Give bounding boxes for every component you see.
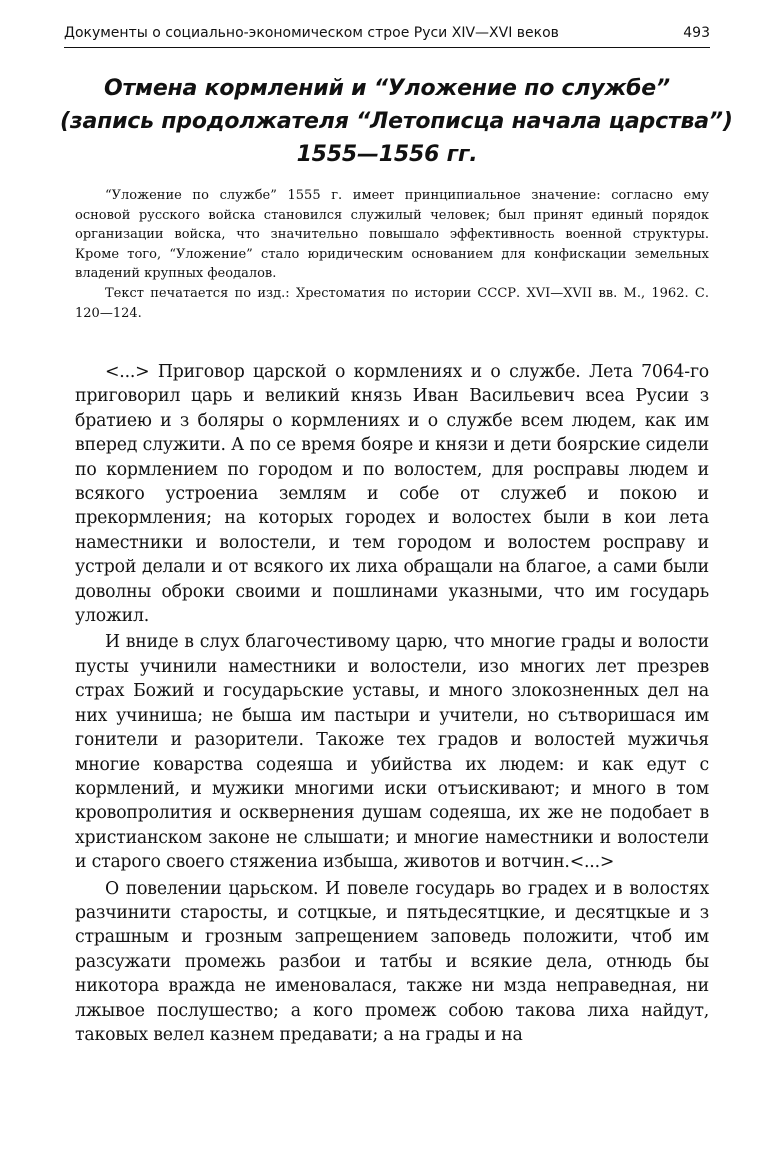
body-paragraph-1: <...> Приговор царской о кормлениях и о службе. Лета 7064-го приговорил царь и великий князь Иван Васильевич всеа Русии з братиею и з боляры о кормлениях и о службе всем людем, как им вперед служити. А по се время бояре и князи и дети боярские сидели по кормлением по городом и по волостем, для росправы людем и всякого устроениа землям и собе от служеб и покою и прекормления; на которых городех и волостех были в кои лета наместники и волостели, и тем городом и волостем росправу и устрой делали и от всякого их лиха обращали на благое, а сами были доволны оброки своими и пошлинами указными, что им государь уложил. xyxy=(75,362,709,627)
title-line-1: Отмена кормлений и “Уложение по службе” xyxy=(103,76,670,101)
running-title: Документы о социально-экономическом строе Руси XIV—XVI веков xyxy=(64,25,559,41)
introduction xyxy=(75,186,709,323)
document-title xyxy=(60,72,733,171)
title-line-2: (запись продолжателя “Летописца начала царства”) xyxy=(60,109,733,134)
source-note: Текст печатается по изд.: Хрестоматия по истории СССР. XVI—XVII вв. М., 1962. С. 120—124. xyxy=(75,285,709,321)
body-paragraph-3: О повелении царьском. И повеле государь во градех и в волостях разчинити старосты, и сотцкые, и пятьдесятцкие, и десятцкые и з страшным и грозным запрещением заповедь положити, чтоб им разсужати промежь разбои и татбы и всякие дела, отнюдь бы никотора вражда не именовалася, также ни мзда неправедная, ни лжывое послушество; а кого промеж собою такова лиха найдут, таковых велел казнем предавати; а на грады и на xyxy=(75,878,709,1045)
intro-paragraph: “Уложение по службе” 1555 г. имеет принципиальное значение: согласно ему основой русского войска становился служилый человек; был принят единый порядок организации войска, что значительно повышало эффективность военной структуры. Кроме того, “Уложение” стало юридическим основанием для конфискации земельных владений крупных феодалов. xyxy=(75,188,709,282)
document-text xyxy=(75,360,709,1049)
page-header xyxy=(64,25,710,48)
title-line-3: 1555—1556 гг. xyxy=(296,142,478,167)
body-paragraph-2: И вниде в слух благочестивому царю, что многие грады и волости пусты учинили наместники и волостели, изо многих лет презрев страх Божий и государьские уставы, и много злокозненных дел на них учиниша; не быша им пастыри и учители, но сътворишася им гонители и разорители. Такоже тех градов и волостей мужичья многие коварства содеяша и убийства их людем: и как едут с кормлений, и мужики многими иски отъискивают; и много в том кровопролития и осквернения душам содеяша, их же не подобает в христианском законе не слышати; и многие наместники и волостели и старого своего стяжениа избыша, животов и вотчин.<...> xyxy=(75,632,709,873)
page-number: 493 xyxy=(683,25,710,41)
